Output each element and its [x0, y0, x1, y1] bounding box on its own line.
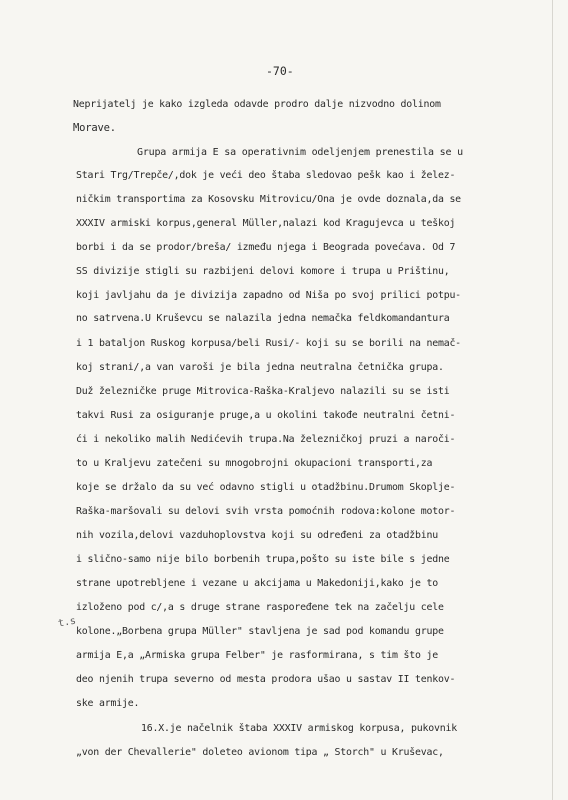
text-line: Raška-maršovali su delovi svih vrsta pomoćnih rodova:kolone motor-	[76, 506, 456, 517]
text-line: armija E,a „Armiska grupa Felber" je rasformirana, s tim što je	[76, 650, 438, 661]
text-line: kolone.„Borbena grupa Müller" stavljena je sad pod komandu grupe	[76, 626, 444, 637]
page-fold-edge	[552, 0, 553, 800]
text-line: „von der Chevallerie" doleteo avionom tipa „ Storch" u Kruševac,	[76, 747, 444, 758]
text-line: borbi i da se prodor/breša/ između njega i Beograda povećava. Od 7	[76, 242, 456, 253]
text-line: Duž železničke pruge Mitrovica-Raška-Kraljevo nalazili su se isti	[76, 386, 450, 397]
text-line: 16.X.je načelnik štaba XXXIV armiskog korpusa, pukovnik	[141, 723, 457, 734]
text-line: koji javljahu da je divizija zapadno od Niša po svoj prilici potpu-	[76, 290, 461, 301]
text-line: ničkim transportima za Kosovsku Mitrovicu/Ona je ovde doznala,da se	[76, 194, 461, 205]
text-line: koje se držalo da su već odavno stigli u otadžbinu.Drumom Skoplje-	[76, 482, 456, 493]
handwritten-margin-note: t.s	[57, 615, 77, 630]
text-line: Grupa armija E sa operativnim odeljenjem prenestila se u	[137, 147, 463, 158]
text-line: ći i nekoliko malih Nedićevih trupa.Na železničkoj pruzi a naroči-	[76, 434, 456, 445]
text-line: Stari Trg/Trepče/,dok je veći deo štaba sledovao pešk kao i želez-	[76, 170, 456, 181]
text-line: izloženo pod c/,a s druge strane raspoređene tek na začelju cele	[76, 602, 444, 613]
text-line: no satrvena.U Kruševcu se nalazila jedna nemačka feldkomandantura	[76, 313, 450, 324]
text-line: i slično-samo nije bilo borbenih trupa,pošto su iste bile s jedne	[76, 554, 450, 565]
text-line: to u Kraljevu zatečeni su mnogobrojni okupacioni transporti,za	[76, 458, 433, 469]
text-line: takvi Rusi za osiguranje pruge,a u okolini takođe neutralni četni-	[76, 410, 456, 421]
text-line: SS divizije stigli su razbijeni delovi komore i trupa u Prištinu,	[76, 266, 450, 277]
page-number: -70-	[266, 64, 294, 78]
text-line: deo njenih trupa severno od mesta prodora ušao u sastav II tenkov-	[76, 674, 456, 685]
text-line: Neprijatelj je kako izgleda odavde prodro dalje nizvodno dolinom	[73, 99, 441, 110]
text-line: ske armije.	[76, 698, 140, 709]
text-line: Morave.	[73, 122, 116, 134]
text-line: koj strani/,a van varoši je bila jedna neutralna četnička grupa.	[76, 362, 444, 373]
text-line: strane upotrebljene i vezane u akcijama u Makedoniji,kako je to	[76, 578, 438, 589]
text-line: nih vozila,delovi vazduhoplovstva koji su određeni za otadžbinu	[76, 530, 438, 541]
text-line: i 1 bataljon Ruskog korpusa/beli Rusi/- koji su se borili na nemač-	[76, 338, 461, 349]
text-line: XXXIV armiski korpus,general Müller,nalazi kod Kragujevca u teškoj	[76, 218, 456, 229]
